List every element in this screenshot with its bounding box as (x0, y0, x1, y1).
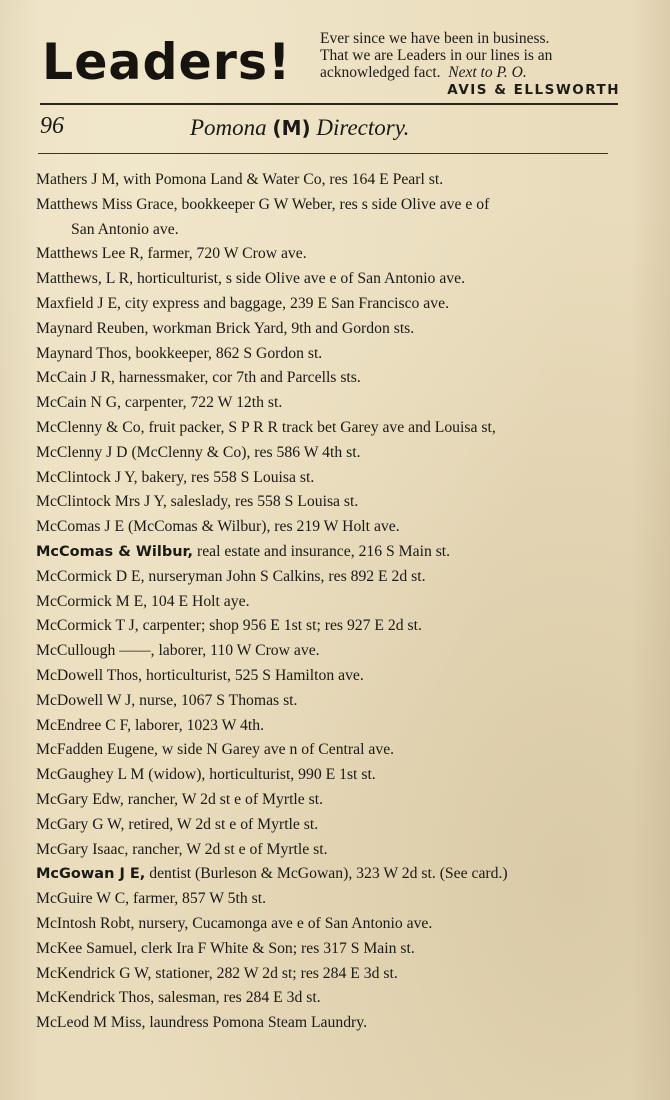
entry-detail: (McComas & Wilbur), res 219 W Holt ave. (124, 518, 400, 536)
entry-name: McDowell Thos, (36, 666, 143, 684)
directory-entry (36, 887, 636, 912)
entry-name: McCain J R, (36, 369, 115, 387)
entry-name: McGowan J E, (36, 866, 146, 883)
entry-detail: laborer, 1023 W 4th. (131, 716, 265, 734)
entry-name: McCormick T J, (36, 617, 139, 635)
entry-name: McIntosh Robt, (36, 914, 135, 932)
entry-name: McDowell W J, (36, 691, 136, 709)
entry-detail: nursery, Cucamonga ave e of San Antonio ave. (134, 914, 433, 932)
entry-detail: (widow), horticulturist, 990 E 1st st. (144, 766, 376, 784)
entry-detail: carpenter, 722 W 12th st. (120, 394, 283, 412)
entry-name: McClintock Mrs J Y, (36, 493, 167, 511)
directory-entry (36, 664, 636, 689)
entry-name: Matthews Lee R, (36, 245, 144, 263)
entry-detail: bookkeeper G W Weber, res s side Olive ave e of (177, 195, 490, 213)
directory-entry (36, 267, 636, 292)
advertisement-banner (40, 28, 620, 102)
entry-name: Maynard Reuben, (36, 319, 149, 337)
directory-entry (36, 193, 636, 243)
directory-entry (36, 366, 636, 391)
entry-detail: retired, W 2d st e of Myrtle st. (124, 815, 319, 833)
entry-detail: fruit packer, S P R R track bet Garey ave and Louisa st, (144, 418, 496, 436)
directory-entry (36, 242, 636, 267)
directory-entry (36, 168, 636, 193)
entry-name: McGary G W, (36, 815, 125, 833)
entry-name: McKendrick G W, (36, 964, 152, 982)
ad-copy-italic: Next to P. O. (448, 64, 527, 81)
directory-entry (36, 639, 636, 664)
ad-firm-name: AVIS & ELLSWORTH (447, 82, 620, 98)
ad-copy-main: acknowledged fact. (320, 64, 441, 81)
header-rule (40, 103, 618, 105)
entry-name: McGary Isaac, (36, 840, 129, 858)
entry-detail: harnessmaker, cor 7th and Parcells sts. (114, 369, 361, 387)
directory-entry (36, 788, 636, 813)
entry-name: McEndree C F, (36, 716, 132, 734)
entry-detail: horticulturist, s side Olive ave e of San Antonio ave. (133, 270, 466, 288)
directory-entry (36, 441, 636, 466)
ad-copy-line: Ever since we have been in business. (320, 30, 550, 47)
directory-entry (36, 714, 636, 739)
entry-name: McKee Samuel, (36, 939, 138, 957)
ad-copy-line: That we are Leaders in our lines is an (320, 47, 553, 64)
entry-detail: salesman, res 284 E 3d st. (154, 989, 321, 1007)
directory-entry (36, 614, 636, 639)
entry-detail: laundress Pomona Steam Laundry. (145, 1014, 368, 1032)
directory-entry (36, 1011, 636, 1036)
directory-entry (36, 986, 636, 1011)
directory-entry (36, 813, 636, 838)
entry-detail: dentist (Burleson & McGowan), 323 W 2d st. (See card.) (145, 865, 508, 883)
entry-name: Matthews Miss Grace, (36, 195, 178, 213)
entry-name: McComas J E (36, 518, 125, 536)
entry-name: McKendrick Thos, (36, 989, 155, 1007)
title-after: Directory. (316, 115, 410, 140)
directory-entry (36, 317, 636, 342)
directory-entry (36, 838, 636, 863)
entry-detail: real estate and insurance, 216 S Main st. (193, 542, 451, 560)
entry-detail: laborer, 110 W Crow ave. (154, 642, 320, 660)
directory-entry (36, 515, 636, 540)
entry-detail: w side N Garey ave n of Central ave. (157, 741, 395, 759)
entry-detail: with Pomona Land & Water Co, res 164 E Pearl st. (119, 171, 444, 188)
entry-name: McLeod M Miss, (36, 1014, 146, 1032)
title-mark: (M) (272, 116, 311, 140)
entry-detail: (McClenny & Co), res 586 W 4th st. (127, 443, 361, 461)
directory-entry (36, 391, 636, 416)
ad-logo: Leaders! (42, 33, 292, 91)
directory-entry (36, 292, 636, 317)
entry-name: McCullough ——, (36, 642, 155, 660)
entry-detail: bookkeeper, 862 S Gordon st. (131, 344, 323, 362)
directory-entry (36, 540, 636, 565)
entry-detail: bakery, res 558 S Louisa st. (137, 468, 315, 486)
entry-name: McCain N G, (36, 394, 121, 412)
entry-detail: saleslady, res 558 S Louisa st. (166, 493, 359, 511)
directory-entry (36, 689, 636, 714)
running-title (190, 115, 409, 141)
directory-entry (36, 912, 636, 937)
directory-entry (36, 763, 636, 788)
directory-entry (36, 342, 636, 367)
directory-listing (36, 168, 636, 1036)
directory-entry (36, 466, 636, 491)
entry-name: McCormick M E, (36, 592, 148, 610)
entry-name: Matthews, L R, (36, 270, 134, 288)
directory-entry (36, 590, 636, 615)
directory-entry (36, 565, 636, 590)
entry-detail: city express and baggage, 239 E San Francisco ave. (120, 294, 449, 312)
entry-name: McGary Edw, (36, 790, 124, 808)
entry-detail: horticulturist, 525 S Hamilton ave. (142, 666, 364, 684)
directory-entry (36, 416, 636, 441)
entry-name: McComas & Wilbur, (36, 543, 194, 560)
entry-detail: stationer, 282 W 2d st; res 284 E 3d st. (151, 964, 398, 982)
entry-name: McGaughey L M (36, 766, 145, 784)
directory-entry (36, 490, 636, 515)
entry-name: McGuire W C, (36, 890, 130, 908)
entry-detail: workman Brick Yard, 9th and Gordon sts. (148, 319, 415, 337)
entry-detail: carpenter; shop 956 E 1st st; res 927 E 2d st. (138, 617, 422, 635)
entry-detail: rancher, W 2d st e of Myrtle st. (128, 840, 328, 858)
page-number: 96 (40, 113, 64, 139)
entry-name: McClenny & Co, (36, 418, 145, 436)
entry-detail: nurseryman John S Calkins, res 892 E 2d st. (144, 567, 426, 585)
entry-name: McCormick D E, (36, 567, 145, 585)
entry-detail: rancher, W 2d st e of Myrtle st. (123, 790, 324, 808)
entry-detail: 104 E Holt aye. (147, 592, 250, 610)
entry-detail: farmer, 857 W 5th st. (129, 890, 267, 908)
entry-name: Mathers J M, (36, 171, 120, 188)
ad-copy (320, 30, 620, 99)
directory-entry (36, 962, 636, 987)
entry-name: Maxfield J E, (36, 294, 121, 312)
entry-detail: nurse, 1067 S Thomas st. (135, 691, 298, 709)
entry-detail: clerk Ira F White & Son; res 317 S Main st. (137, 939, 415, 957)
directory-entry (36, 862, 636, 887)
directory-entry (36, 738, 636, 763)
ad-copy-line (320, 64, 620, 81)
entry-name: McFadden Eugene, (36, 741, 158, 759)
entry-continuation: San Antonio ave. (71, 220, 179, 238)
entry-name: Maynard Thos, (36, 344, 132, 362)
directory-entry (36, 937, 636, 962)
entry-name: McClintock J Y, (36, 468, 138, 486)
entry-name: McClenny J D (36, 443, 128, 461)
entry-detail: farmer, 720 W Crow ave. (143, 245, 307, 263)
title-rule (38, 153, 608, 154)
title-before: Pomona (190, 115, 267, 140)
